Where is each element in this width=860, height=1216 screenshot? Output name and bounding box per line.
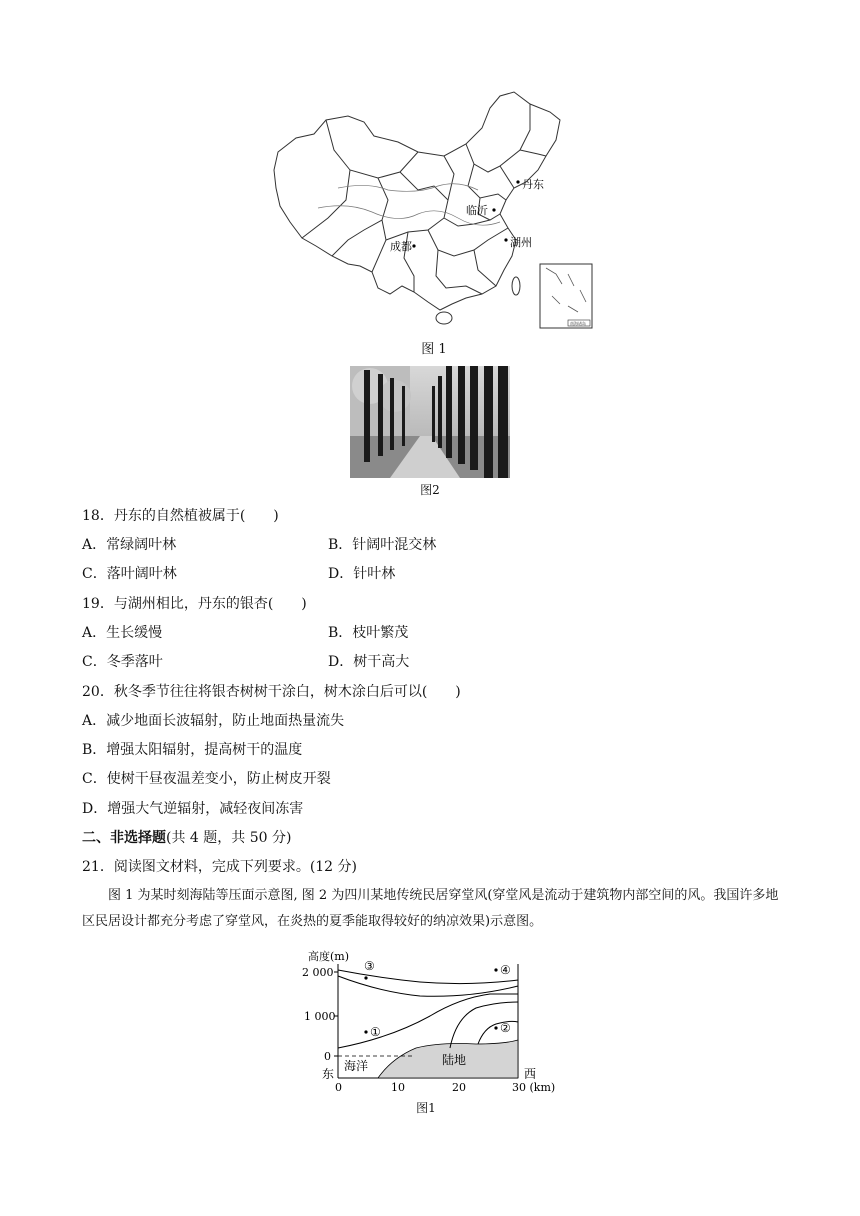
section2-heading — [82, 829, 291, 847]
xtick-10: 10 — [391, 1081, 405, 1094]
linyi-dot — [492, 208, 495, 211]
q18-option-b: B．针阔叶混交林 — [328, 537, 437, 553]
ginkgo-photo — [350, 366, 510, 478]
city-dandong-label: 丹东 — [522, 178, 544, 191]
q20-option-c: C．使树干昼夜温差变小，防止树皮开裂 — [82, 771, 331, 787]
city-chengdu-label: 成都 — [390, 240, 412, 253]
west-label: 西 — [524, 1067, 537, 1081]
question-18-stem: 18．丹东的自然植被属于( ) — [82, 508, 279, 524]
isobar-inner — [478, 1021, 518, 1044]
city-linyi-label: 临沂 — [466, 204, 488, 217]
city-huzhou-label: 湖州 — [510, 236, 532, 249]
question-19-stem: 19．与湖州相比，丹东的银杏( ) — [82, 596, 307, 612]
point-2-label: ② — [500, 1021, 511, 1035]
point-1-label: ① — [370, 1025, 381, 1039]
chengdu-dot — [412, 244, 415, 247]
inset-label: 南海诸岛 — [570, 321, 586, 326]
ytick-1000: 1 000 — [304, 1010, 336, 1023]
xtick-0: 0 — [335, 1081, 342, 1094]
q20-option-d: D．增强大气逆辐射，减轻夜间冻害 — [82, 801, 304, 817]
dandong-dot — [516, 180, 519, 183]
huzhou-dot — [504, 238, 507, 241]
q19-option-c: C．冬季落叶 — [82, 654, 163, 670]
q18-option-d: D．针叶林 — [328, 566, 396, 582]
figure2-caption: 图2 — [420, 483, 440, 497]
land-label: 陆地 — [442, 1053, 467, 1067]
china-map — [268, 90, 608, 335]
xtick-30: 30 (km) — [512, 1081, 556, 1094]
question-20-stem: 20．秋冬季节往往将银杏树树干涂白，树木涂白后可以( ) — [82, 684, 461, 700]
sea-label: 海洋 — [344, 1059, 369, 1073]
isobar-caption: 图1 — [416, 1101, 436, 1115]
q20-option-b: B．增强太阳辐射，提高树干的温度 — [82, 742, 303, 758]
ytick-2000: 2 000 — [302, 966, 334, 979]
q19-option-a: A．生长缓慢 — [82, 625, 163, 641]
xtick-20: 20 — [452, 1081, 466, 1094]
east-label: 东 — [322, 1067, 335, 1081]
point-3-label: ③ — [364, 959, 375, 973]
question-21-paragraph: 图 1 为某时刻海陆等压面示意图, 图 2 为四川某地传统民居穿堂风(穿堂风是流动于建筑物内部空间的风。我国许多地区民居设计都充分考虑了穿堂风，在炎热的夏季能取得较好的纳凉效果)示意图。 — [82, 888, 779, 929]
section2-note: (共 4 题，共 50 分) — [166, 830, 292, 846]
q19-option-d: D．树干高大 — [328, 654, 410, 670]
point-4-label: ④ — [500, 963, 511, 977]
q18-option-a: A．常绿阔叶林 — [82, 537, 177, 553]
isobar-diagram — [300, 946, 570, 1096]
isobar-mid-1 — [338, 994, 518, 1048]
south-china-sea-inset — [540, 264, 592, 328]
section2-title: 二、非选择题 — [82, 830, 166, 846]
isobar-ylabel: 高度(m) — [308, 950, 350, 963]
figure1-caption: 图 1 — [421, 342, 447, 357]
question-21-stem: 21．阅读图文材料，完成下列要求。(12 分) — [82, 859, 358, 875]
q19-option-b: B．枝叶繁茂 — [328, 625, 409, 641]
q20-option-a: A．减少地面长波辐射，防止地面热量流失 — [82, 713, 345, 729]
q18-option-c: C．落叶阔叶林 — [82, 566, 177, 582]
ytick-0: 0 — [324, 1050, 331, 1063]
